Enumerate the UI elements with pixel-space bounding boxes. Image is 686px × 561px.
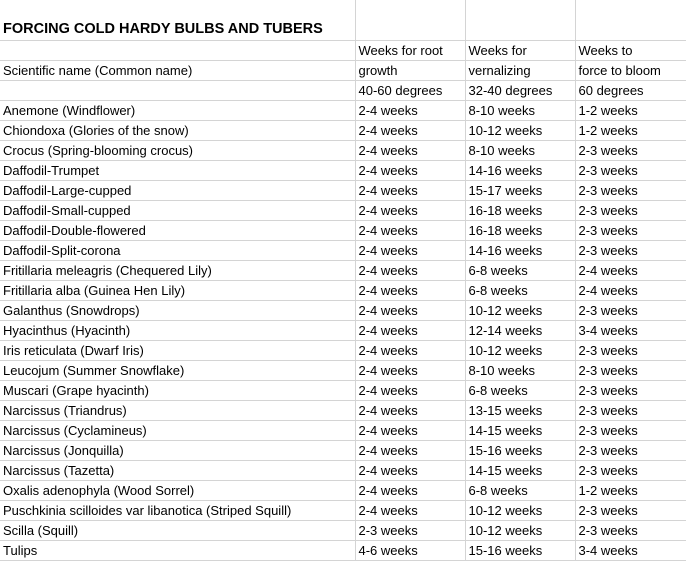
cell-scientific-name[interactable]: Muscari (Grape hyacinth) [0,380,355,400]
cell-scientific-name[interactable]: Galanthus (Snowdrops) [0,300,355,320]
cell-force-weeks[interactable]: 3-4 weeks [575,540,686,560]
cell-scientific-name[interactable]: Narcissus (Cyclamineus) [0,420,355,440]
cell-force-weeks[interactable]: 3-4 weeks [575,320,686,340]
cell-vernalizing-weeks[interactable]: 12-14 weeks [465,320,575,340]
cell-scientific-name[interactable]: Fritillaria meleagris (Chequered Lily) [0,260,355,280]
cell-scientific-name[interactable]: Fritillaria alba (Guinea Hen Lily) [0,280,355,300]
cell-vernalizing-weeks[interactable]: 8-10 weeks [465,360,575,380]
header-name[interactable]: Scientific name (Common name) [0,60,355,80]
cell-scientific-name[interactable]: Daffodil-Double-flowered [0,220,355,240]
cell-root-weeks[interactable]: 2-4 weeks [355,400,465,420]
header-vern-temp[interactable]: 32-40 degrees [465,80,575,100]
title-row [0,0,686,40]
cell-empty[interactable] [575,0,686,40]
cell-root-weeks[interactable]: 2-4 weeks [355,300,465,320]
cell-root-weeks[interactable]: 4-6 weeks [355,540,465,560]
cell-vernalizing-weeks[interactable]: 14-16 weeks [465,160,575,180]
cell-root-weeks[interactable]: 2-4 weeks [355,160,465,180]
cell-empty[interactable] [465,0,575,40]
cell-vernalizing-weeks[interactable]: 13-15 weeks [465,400,575,420]
sheet-title[interactable]: FORCING COLD HARDY BULBS AND TUBERS [0,0,355,40]
cell-root-weeks[interactable]: 2-4 weeks [355,420,465,440]
cell-scientific-name[interactable]: Puschkinia scilloides var libanotica (Striped Squill) [0,500,355,520]
cell-vernalizing-weeks[interactable]: 6-8 weeks [465,260,575,280]
table-row [0,280,686,300]
cell-vernalizing-weeks[interactable]: 10-12 weeks [465,500,575,520]
cell-force-weeks[interactable]: 2-3 weeks [575,400,686,420]
table-row [0,180,686,200]
cell-force-weeks[interactable]: 2-3 weeks [575,180,686,200]
table-row [0,420,686,440]
cell-force-weeks[interactable]: 2-3 weeks [575,520,686,540]
cell-scientific-name[interactable]: Daffodil-Large-cupped [0,180,355,200]
cell-vernalizing-weeks[interactable]: 14-16 weeks [465,240,575,260]
cell-scientific-name[interactable]: Leucojum (Summer Snowflake) [0,360,355,380]
cell-vernalizing-weeks[interactable]: 6-8 weeks [465,380,575,400]
cell-vernalizing-weeks[interactable]: 15-17 weeks [465,180,575,200]
table-row [0,140,686,160]
table-row [0,440,686,460]
cell-scientific-name[interactable]: Anemone (Windflower) [0,100,355,120]
table-row [0,240,686,260]
header-row-1 [0,40,686,60]
cell-root-weeks[interactable]: 2-4 weeks [355,180,465,200]
cell-scientific-name[interactable]: Daffodil-Split-corona [0,240,355,260]
table-row [0,520,686,540]
table-row [0,220,686,240]
cell-root-weeks[interactable]: 2-4 weeks [355,380,465,400]
cell-vernalizing-weeks[interactable]: 14-15 weeks [465,420,575,440]
cell-force-weeks[interactable]: 2-3 weeks [575,340,686,360]
cell-force-weeks[interactable]: 2-3 weeks [575,360,686,380]
cell-root-weeks[interactable]: 2-4 weeks [355,480,465,500]
header-root-line1[interactable]: Weeks for root [355,40,465,60]
cell-force-weeks[interactable]: 2-3 weeks [575,500,686,520]
cell-force-weeks[interactable]: 2-4 weeks [575,260,686,280]
table-row [0,320,686,340]
cell-vernalizing-weeks[interactable]: 15-16 weeks [465,440,575,460]
header-vern-line1[interactable]: Weeks for [465,40,575,60]
cell-scientific-name[interactable]: Crocus (Spring-blooming crocus) [0,140,355,160]
header-force-temp[interactable]: 60 degrees [575,80,686,100]
cell-empty[interactable] [0,40,355,60]
cell-empty[interactable] [0,80,355,100]
cell-scientific-name[interactable]: Chiondoxa (Glories of the snow) [0,120,355,140]
cell-root-weeks[interactable]: 2-4 weeks [355,120,465,140]
table-row [0,300,686,320]
cell-force-weeks[interactable]: 1-2 weeks [575,120,686,140]
header-row-3 [0,80,686,100]
table-row [0,480,686,500]
header-root-line2[interactable]: growth [355,60,465,80]
cell-force-weeks[interactable]: 2-3 weeks [575,160,686,180]
table-row [0,380,686,400]
cell-vernalizing-weeks[interactable]: 10-12 weeks [465,120,575,140]
table-row [0,500,686,520]
cell-force-weeks[interactable]: 2-3 weeks [575,300,686,320]
cell-vernalizing-weeks[interactable]: 6-8 weeks [465,480,575,500]
cell-vernalizing-weeks[interactable]: 6-8 weeks [465,280,575,300]
cell-force-weeks[interactable]: 2-3 weeks [575,420,686,440]
cell-scientific-name[interactable]: Hyacinthus (Hyacinth) [0,320,355,340]
table-row [0,160,686,180]
header-root-temp[interactable]: 40-60 degrees [355,80,465,100]
cell-root-weeks[interactable]: 2-4 weeks [355,220,465,240]
cell-scientific-name[interactable]: Narcissus (Triandrus) [0,400,355,420]
table-row [0,200,686,220]
cell-vernalizing-weeks[interactable]: 10-12 weeks [465,520,575,540]
cell-vernalizing-weeks[interactable]: 8-10 weeks [465,140,575,160]
cell-root-weeks[interactable]: 2-4 weeks [355,440,465,460]
cell-scientific-name[interactable]: Daffodil-Trumpet [0,160,355,180]
cell-scientific-name[interactable]: Iris reticulata (Dwarf Iris) [0,340,355,360]
table-row [0,360,686,380]
header-vern-line2[interactable]: vernalizing [465,60,575,80]
cell-force-weeks[interactable]: 2-3 weeks [575,140,686,160]
cell-root-weeks[interactable]: 2-4 weeks [355,360,465,380]
cell-scientific-name[interactable]: Scilla (Squill) [0,520,355,540]
cell-scientific-name[interactable]: Oxalis adenophyla (Wood Sorrel) [0,480,355,500]
cell-force-weeks[interactable]: 2-3 weeks [575,240,686,260]
table-row [0,340,686,360]
cell-force-weeks[interactable]: 1-2 weeks [575,100,686,120]
cell-root-weeks[interactable]: 2-3 weeks [355,520,465,540]
cell-root-weeks[interactable]: 2-4 weeks [355,240,465,260]
table-row [0,100,686,120]
cell-root-weeks[interactable]: 2-4 weeks [355,460,465,480]
table-row [0,120,686,140]
cell-vernalizing-weeks[interactable]: 16-18 weeks [465,220,575,240]
cell-force-weeks[interactable]: 1-2 weeks [575,480,686,500]
cell-vernalizing-weeks[interactable]: 10-12 weeks [465,300,575,320]
cell-scientific-name[interactable]: Tulips [0,540,355,560]
cell-root-weeks[interactable]: 2-4 weeks [355,280,465,300]
header-force-line2[interactable]: force to bloom [575,60,686,80]
cell-empty[interactable] [355,0,465,40]
cell-root-weeks[interactable]: 2-4 weeks [355,140,465,160]
cell-force-weeks[interactable]: 2-4 weeks [575,280,686,300]
table-row [0,460,686,480]
cell-force-weeks[interactable]: 2-3 weeks [575,440,686,460]
cell-vernalizing-weeks[interactable]: 15-16 weeks [465,540,575,560]
cell-root-weeks[interactable]: 2-4 weeks [355,100,465,120]
cell-force-weeks[interactable]: 2-3 weeks [575,220,686,240]
cell-force-weeks[interactable]: 2-3 weeks [575,200,686,220]
cell-root-weeks[interactable]: 2-4 weeks [355,340,465,360]
cell-root-weeks[interactable]: 2-4 weeks [355,500,465,520]
cell-force-weeks[interactable]: 2-3 weeks [575,460,686,480]
cell-root-weeks[interactable]: 2-4 weeks [355,320,465,340]
cell-scientific-name[interactable]: Daffodil-Small-cupped [0,200,355,220]
cell-root-weeks[interactable]: 2-4 weeks [355,200,465,220]
table-row [0,260,686,280]
cell-vernalizing-weeks[interactable]: 8-10 weeks [465,100,575,120]
cell-root-weeks[interactable]: 2-4 weeks [355,260,465,280]
cell-force-weeks[interactable]: 2-3 weeks [575,380,686,400]
cell-vernalizing-weeks[interactable]: 14-15 weeks [465,460,575,480]
table-row [0,400,686,420]
cell-scientific-name[interactable]: Narcissus (Jonquilla) [0,440,355,460]
cell-scientific-name[interactable]: Narcissus (Tazetta) [0,460,355,480]
header-force-line1[interactable]: Weeks to [575,40,686,60]
header-row-2 [0,60,686,80]
cell-vernalizing-weeks[interactable]: 16-18 weeks [465,200,575,220]
table-row [0,540,686,560]
cell-vernalizing-weeks[interactable]: 10-12 weeks [465,340,575,360]
